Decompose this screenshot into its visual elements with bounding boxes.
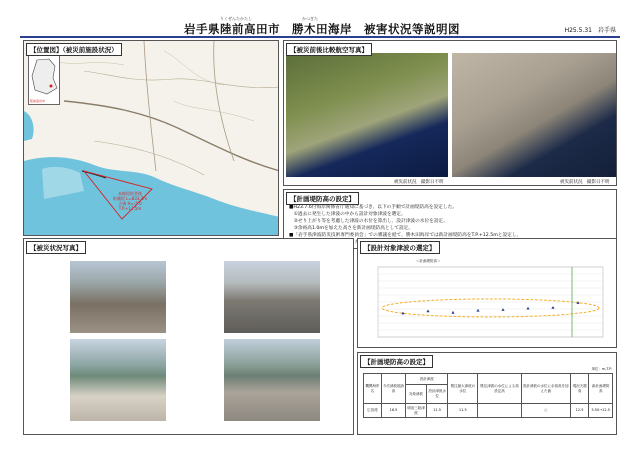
tsunami-chart-label: 【設計対象津波の選定】 bbox=[360, 241, 440, 254]
th-trace: 今次津波痕跡高 bbox=[381, 374, 405, 404]
th-coast: 機関海岸名 bbox=[364, 374, 382, 404]
chart-point bbox=[426, 310, 429, 313]
table-unit: 単位：m,T.P. bbox=[591, 367, 612, 371]
tsunami-chart bbox=[358, 239, 618, 349]
location-map-label: 【位置図】（被災前施設状況） bbox=[26, 43, 122, 56]
td-coast: 広田湾 bbox=[364, 404, 382, 418]
design-height-table-label: 【計画堤防高の設定】 bbox=[360, 355, 433, 368]
page-title: 岩手県陸前高田市 勝木田海岸 被害状況等説明図 bbox=[184, 22, 460, 36]
damage-photo-label: 【被災状況写真】 bbox=[26, 241, 86, 254]
td-target: 明治三陸津波 bbox=[406, 404, 427, 418]
design-line: ■「岩手県津波防災技術専門委員会」での審議を経て、勝木田海岸では新計画堤防高をT.P.+12.5mと設定し、 bbox=[289, 233, 522, 238]
damage-photo-1 bbox=[70, 261, 166, 333]
damage-photo-2 bbox=[224, 261, 320, 333]
damage-photo-4 bbox=[224, 339, 320, 421]
title-rule bbox=[20, 36, 620, 38]
td-new: 5.50→12.5 bbox=[589, 404, 613, 418]
page bbox=[20, 16, 620, 436]
design-line: ①過去に発生した津波の中から設計対象津波を選定。 bbox=[289, 212, 406, 217]
aerial-photo-panel bbox=[283, 40, 617, 186]
th-level: 設計津波水位 bbox=[426, 385, 447, 404]
chart-point bbox=[526, 307, 529, 310]
chart-legend: ＜計画堤防高＞ bbox=[416, 259, 441, 263]
td-margin: ○ bbox=[521, 404, 570, 418]
design-line: ③余裕高1.0mを加えた高さを新計画堤防高として設定。 bbox=[289, 226, 414, 231]
design-height-table bbox=[363, 373, 613, 418]
aerial-photo-after bbox=[452, 53, 616, 177]
damage-photo-panel bbox=[23, 238, 354, 435]
td-current: 12.5 bbox=[570, 404, 589, 418]
td-trace: 16.5 bbox=[381, 404, 405, 418]
title-ruby-city: りくぜんたかたし bbox=[220, 16, 252, 21]
th-max: 既往最大津波の水位 bbox=[448, 374, 478, 404]
aerial-photo-label: 【被災前後比較航空写真】 bbox=[286, 43, 372, 56]
table-row bbox=[364, 404, 613, 418]
callout-line-2: 防潮堤 L=833.3m bbox=[112, 196, 148, 201]
chart-point bbox=[451, 311, 454, 314]
chart-point bbox=[551, 306, 554, 309]
callout-line-3: 天端 H=-5.0 bbox=[118, 201, 142, 206]
th-current: 現況天端高 bbox=[570, 374, 589, 404]
date-label: H25.5.31 岩手県 bbox=[564, 27, 616, 34]
td-level: 11.5 bbox=[426, 404, 447, 418]
aerial-photo-before bbox=[286, 53, 448, 177]
design-line: ②せり上がり等を考慮した津波の水位を算出し、設計津波の水位を設定。 bbox=[289, 219, 448, 224]
th-new: 新計画堤防高 bbox=[589, 374, 613, 404]
design-height-table-panel bbox=[357, 352, 617, 435]
th-target: 対象津波 bbox=[406, 385, 427, 404]
selected-tsunami-band bbox=[382, 299, 599, 317]
td-max: 11.5 bbox=[448, 404, 478, 418]
damage-photo-3 bbox=[70, 339, 166, 421]
iwate-outline-icon bbox=[29, 56, 59, 96]
th-reset: 既往津波の水位による再設定高 bbox=[478, 374, 521, 404]
seawall-callout bbox=[110, 191, 150, 211]
table-header-row bbox=[364, 374, 613, 385]
location-map-panel bbox=[23, 40, 279, 236]
chart-point bbox=[501, 308, 504, 311]
aerial-caption-before: 被災前状況 撮影日不明 bbox=[394, 180, 444, 185]
title-ruby-coast: かつぎた bbox=[302, 16, 318, 21]
design-height-label: 【計画堤防高の設定】 bbox=[286, 192, 359, 205]
tsunami-chart-panel bbox=[357, 238, 617, 348]
location-inset-map bbox=[28, 55, 60, 105]
th-margin: 設計津波の水位に余裕高を加えた値 bbox=[521, 374, 570, 404]
td-reset bbox=[478, 404, 521, 418]
aerial-caption-after: 被災前状況 撮影日不明 bbox=[560, 180, 610, 185]
design-line: ■H23.7.6付海岸関係省庁通知に基づき、以下の手順で計画堤防高を設定した。 bbox=[289, 205, 457, 210]
callout-line-4: T.P.+12.5m bbox=[118, 206, 142, 211]
title-bar bbox=[20, 16, 620, 38]
callout-line-1: 本線堤防背後 bbox=[118, 191, 142, 196]
inset-caption: 陸前高田市 bbox=[30, 99, 46, 103]
chart-point bbox=[476, 309, 479, 312]
th-design-group: 設計津波 bbox=[406, 374, 448, 385]
location-map bbox=[24, 41, 279, 236]
